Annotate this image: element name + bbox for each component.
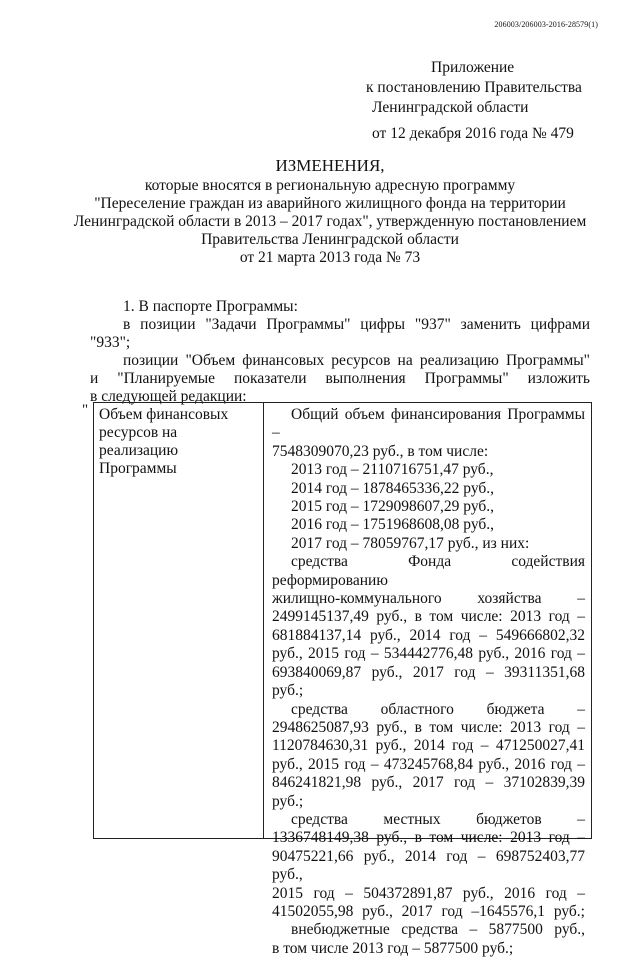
body-text [90,298,590,406]
funding-text-line: 2948625087,93 руб., в том числе: 2013 год – [272,718,585,736]
funding-text-line: 7548309070,23 руб., в том числе: [272,442,489,460]
paragraph-3-line-3: в следующей редакции: [90,388,247,405]
funding-text-line: 693840069,87 руб., 2017 год – 39311351,68 руб.; [272,663,585,700]
funding-text-line: руб., 2015 год – 473245768,84 руб., 2016 год – [272,755,585,773]
appendix-header [366,58,582,144]
document-title [70,157,590,267]
funding-text-line: 2015 год – 1729098607,29 руб., [291,498,495,516]
passport-table [93,402,592,957]
funding-text-line: внебюджетные средства – 5877500 руб., [291,921,585,939]
funding-text-line: 1336748149,38 руб., в том числе: 2013 год – [272,829,585,847]
funding-text-line: средства местных бюджетов – [291,810,585,828]
paragraph-2: в позиции "Задачи Программы" цифры "937" заменить цифрами "933"; [90,316,590,351]
funding-text-line: 681884137,14 руб., 2014 год – 549666802,32 [272,626,585,644]
funding-text-line: средства областного бюджета – [291,700,585,718]
appendix-date-line: от 12 декабря 2016 года № 479 [372,125,574,142]
paragraph-3-line-1: позиции "Объем финансовых ресурсов на реализацию Программы" [123,352,590,369]
funding-text-line: Общий объем финансирования Программы – [272,406,585,442]
table-left-cell [94,403,264,838]
document-id: 206003/206003-2016-28579(1) [494,20,598,29]
table-right-cell [264,403,591,957]
funding-text-line: руб., 2015 год – 534442776,48 руб., 2016 год – [272,645,585,663]
funding-text-line: 41502055,98 руб., 2017 год –1645576,1 руб.; [272,902,585,920]
title-line: от 21 марта 2013 года № 73 [239,249,421,266]
funding-text-line: 2014 год – 1878465336,22 руб., [291,479,495,497]
funding-text-line: 2499145137,49 руб., в том числе: 2013 год – [272,608,585,626]
funding-text-line: жилищно-коммунального хозяйства – [272,590,585,608]
title-line: которые вносятся в региональную адресную программу [144,177,516,194]
title-line: "Переселение граждан из аварийного жилищного фонда на территории [94,195,566,212]
title-heading: ИЗМЕНЕНИЯ, [275,156,385,175]
funding-text-line: 2013 год – 2110716751,47 руб., [291,461,494,479]
left-cell-line: ресурсов на [99,424,178,441]
funding-text-line: 2015 год – 504372891,87 руб., 2016 год – [272,884,585,902]
paragraph-1: 1. В паспорте Программы: [123,298,298,315]
appendix-region-line: Ленинградской области [372,99,529,116]
funding-text-line: 2017 год – 78059767,17 руб., из них: [291,534,530,552]
opening-quote-mark: " [82,402,89,418]
funding-text-line: 1120784630,31 руб., 2014 год – 471250027,41 [272,737,585,755]
funding-text-line: средства Фонда содействия реформированию [272,553,585,589]
funding-text-line: 90475221,66 руб., 2014 год – 698752403,77 руб., [272,847,585,884]
appendix-decree-line: к постановлению Правительства [366,79,582,96]
title-line: Правительства Ленинградской области [201,231,459,248]
left-cell-line: Объем финансовых [99,406,229,423]
left-cell-line: реализацию Программы [99,442,179,477]
paragraph-3-line-2: и "Планируемые показатели выполнения Программы" изложить [90,370,590,387]
appendix-label: Приложение [431,59,515,76]
funding-text-line: в том числе 2013 год – 5877500 руб.; [272,939,514,957]
funding-text-line: 2016 год – 1751968608,08 руб., [291,516,495,534]
funding-text-line: 846241821,98 руб., 2017 год – 37102839,39 руб.; [272,774,585,810]
title-line: Ленинградской области в 2013 – 2017 годах", утвержденную постановлением [73,213,587,230]
